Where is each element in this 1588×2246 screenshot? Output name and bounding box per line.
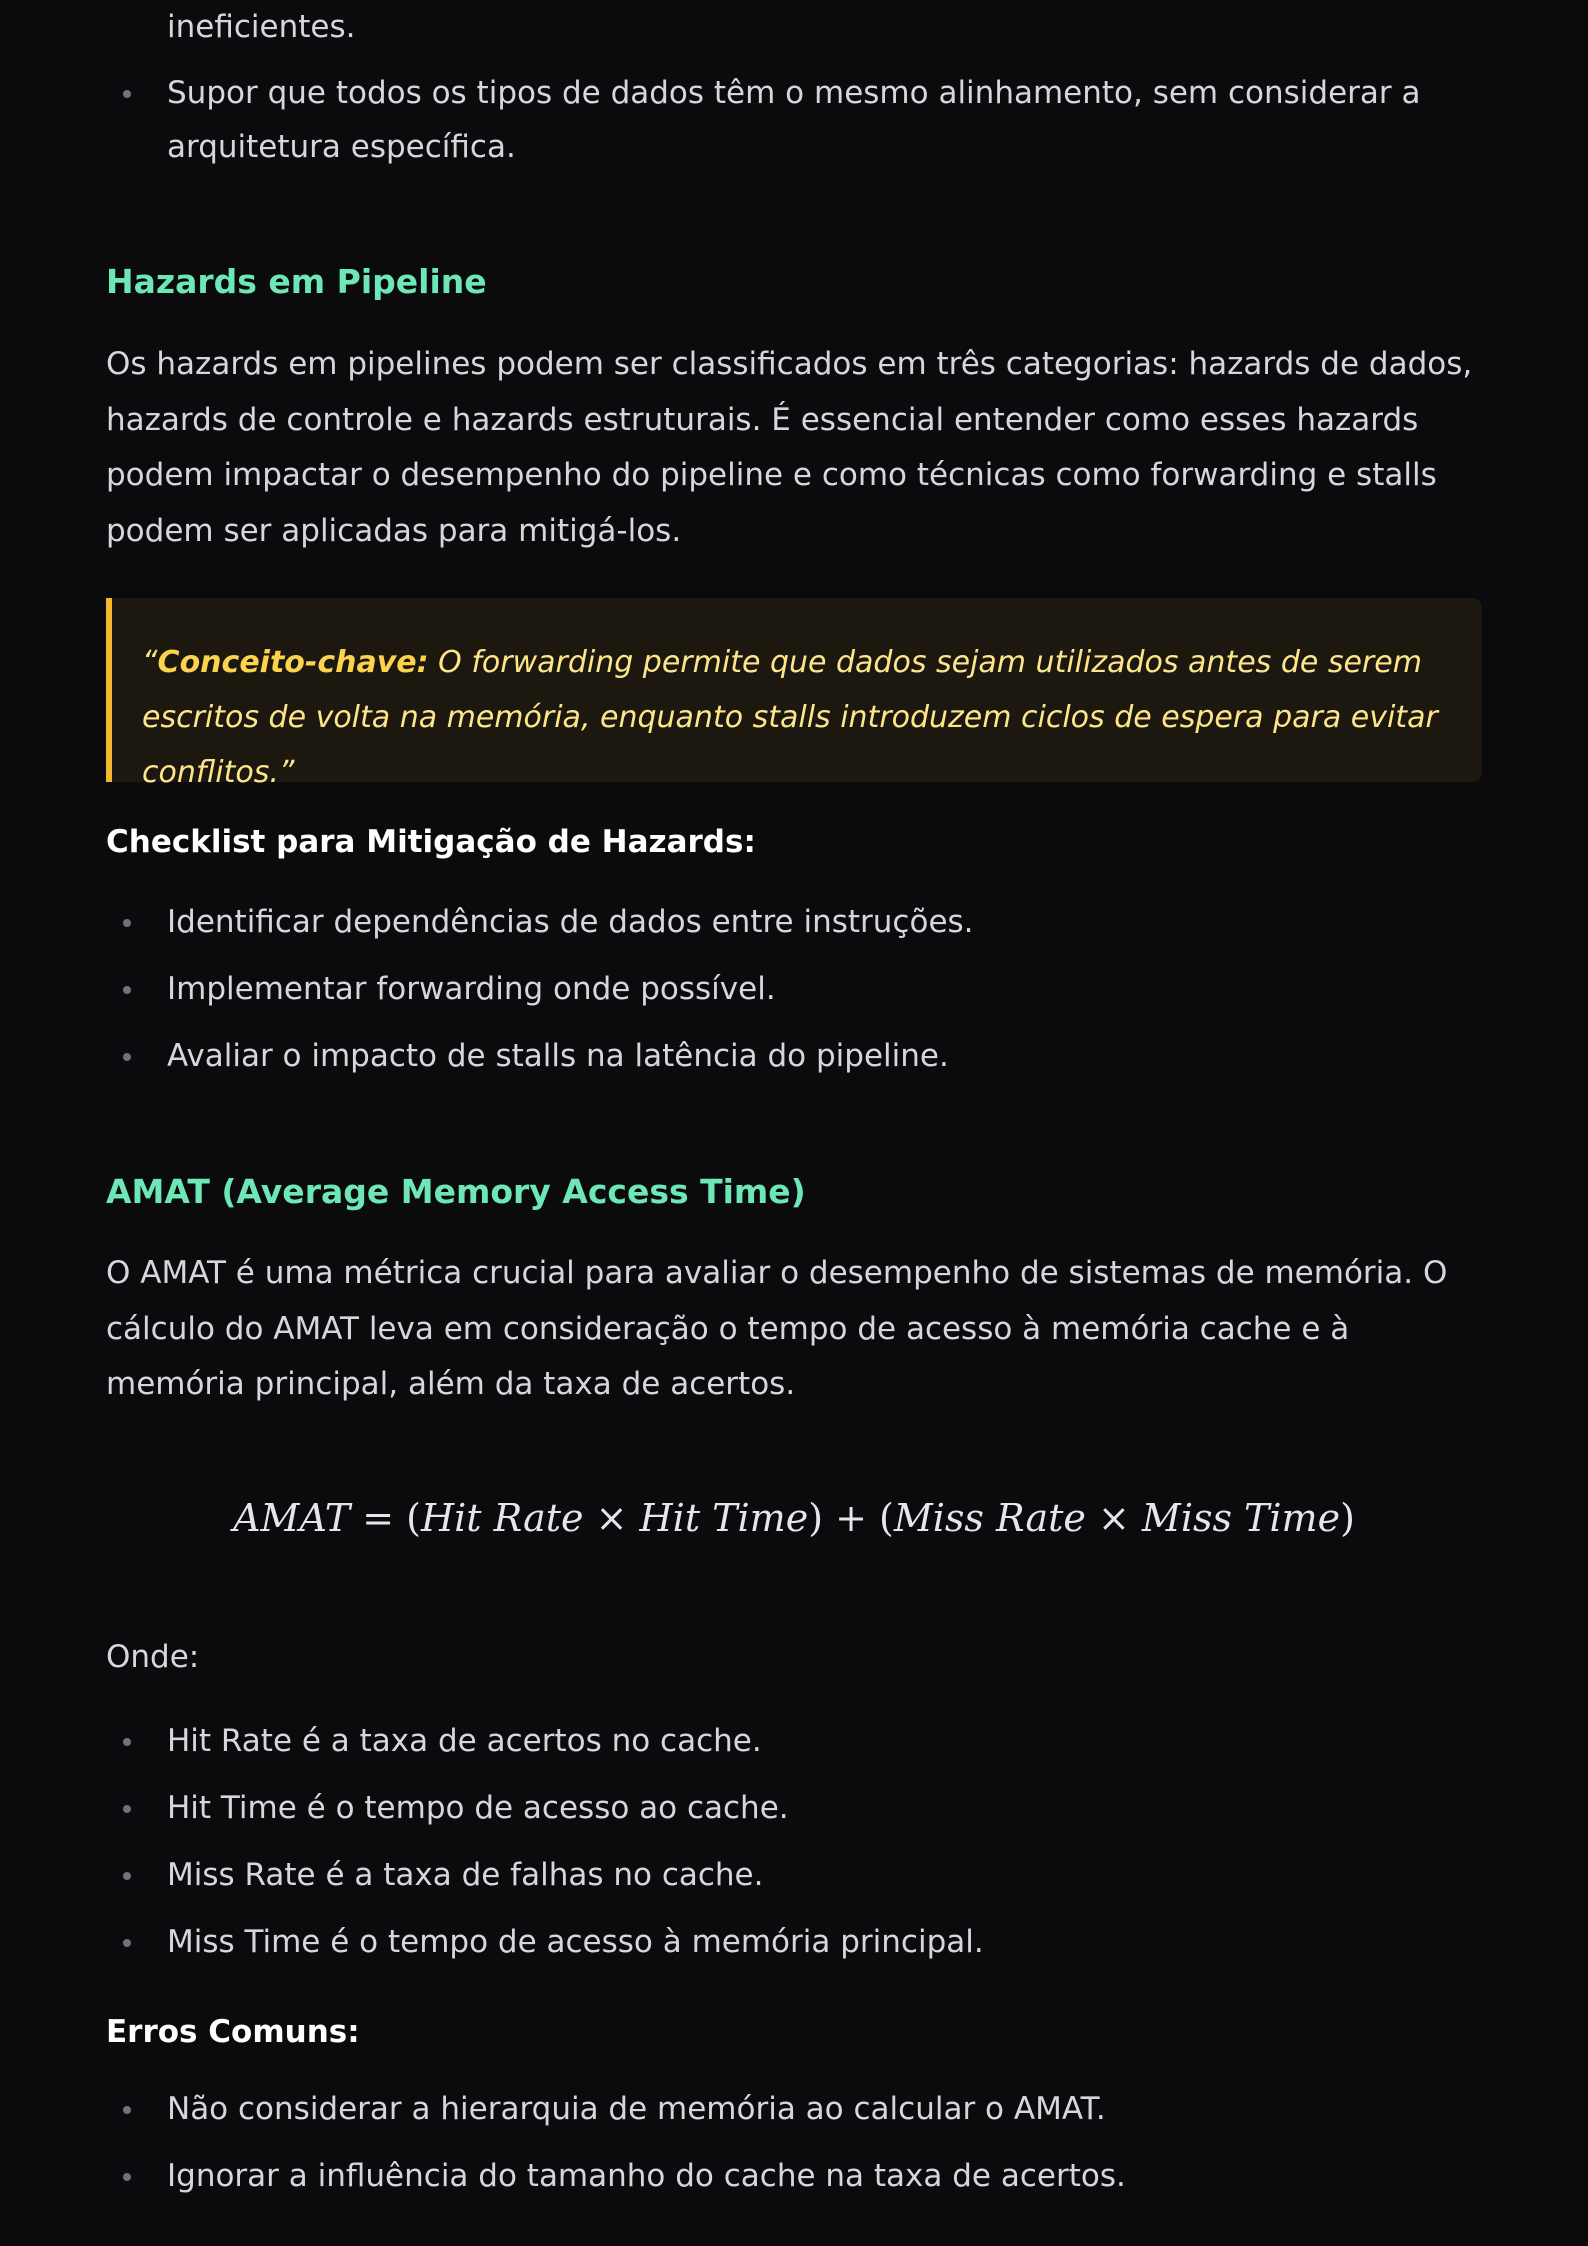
- bullet-list: [106, 66, 1482, 174]
- checklist-title: Checklist para Mitigação de Hazards:: [106, 824, 756, 860]
- list-item: Implementar forwarding onde possível.: [106, 962, 1482, 1016]
- list-item: Ignorar a influência do tamanho do cache na taxa de acertos.: [106, 2149, 1482, 2203]
- list-item: Avaliar o impacto de stalls na latência do pipeline.: [106, 1029, 1482, 1083]
- list-item-continuation: ineficientes.: [167, 9, 356, 45]
- callout-body: O forwarding permite que dados sejam utilizados antes de serem escritos de volta na memória, enquanto stalls introduzem ciclos de espera para evitar conflitos.”: [142, 645, 1438, 790]
- formula-miss-rate: Miss Rate: [893, 1496, 1086, 1540]
- errors-list: [106, 2082, 1482, 2203]
- list-item: Hit Time é o tempo de acesso ao cache.: [106, 1781, 1482, 1835]
- where-label: Onde:: [106, 1639, 200, 1675]
- callout-text: [142, 635, 1452, 800]
- list-item: Hit Rate é a taxa de acertos no cache.: [106, 1714, 1482, 1768]
- formula-times: ×: [583, 1496, 640, 1540]
- formula-paren: (: [406, 1496, 421, 1540]
- list-item: Miss Time é o tempo de acesso à memória principal.: [106, 1915, 1482, 1969]
- formula-hit-time: Hit Time: [639, 1496, 809, 1540]
- formula-paren: ): [808, 1496, 824, 1540]
- amat-formula: [106, 1488, 1482, 1548]
- callout-key-label: Conceito-chave:: [157, 645, 429, 680]
- list-item: Não considerar a hierarquia de memória ao calcular o AMAT.: [106, 2082, 1482, 2136]
- errors-title: Erros Comuns:: [106, 2014, 360, 2050]
- formula-times: ×: [1085, 1496, 1142, 1540]
- section-heading-pipeline-hazards: Hazards em Pipeline: [106, 262, 487, 301]
- formula-miss-time: Miss Time: [1141, 1496, 1341, 1540]
- formula-plus: +: [823, 1496, 880, 1540]
- callout-open-quote: “: [142, 645, 158, 680]
- pipeline-paragraph: Os hazards em pipelines podem ser classificados em três categorias: hazards de dados, hazards de controle e hazards estruturais. É essencial entender como esses hazards podem impactar o desempenho do pipeline e como técnicas como forwarding e stalls podem ser aplicadas para mitigá-los.: [106, 346, 1473, 549]
- list-item: Identificar dependências de dados entre instruções.: [106, 895, 1482, 949]
- formula-lhs: AMAT: [233, 1496, 351, 1540]
- formula-equals: =: [350, 1496, 407, 1540]
- section-heading-amat: AMAT (Average Memory Access Time): [106, 1172, 806, 1211]
- list-item: Miss Rate é a taxa de falhas no cache.: [106, 1848, 1482, 1902]
- formula-paren: ): [1340, 1496, 1355, 1540]
- checklist-list: [106, 895, 1482, 1083]
- list-item: Supor que todos os tipos de dados têm o mesmo alinhamento, sem considerar a arquitetura específica.: [106, 66, 1482, 174]
- amat-paragraph: O AMAT é uma métrica crucial para avaliar o desempenho de sistemas de memória. O cálculo do AMAT leva em consideração o tempo de acesso à memória cache e à memória principal, além da taxa de acertos.: [106, 1255, 1448, 1402]
- where-list: [106, 1714, 1482, 1969]
- formula-hit-rate: Hit Rate: [420, 1496, 584, 1540]
- formula-paren: (: [879, 1496, 894, 1540]
- key-concept-callout: [106, 598, 1482, 790]
